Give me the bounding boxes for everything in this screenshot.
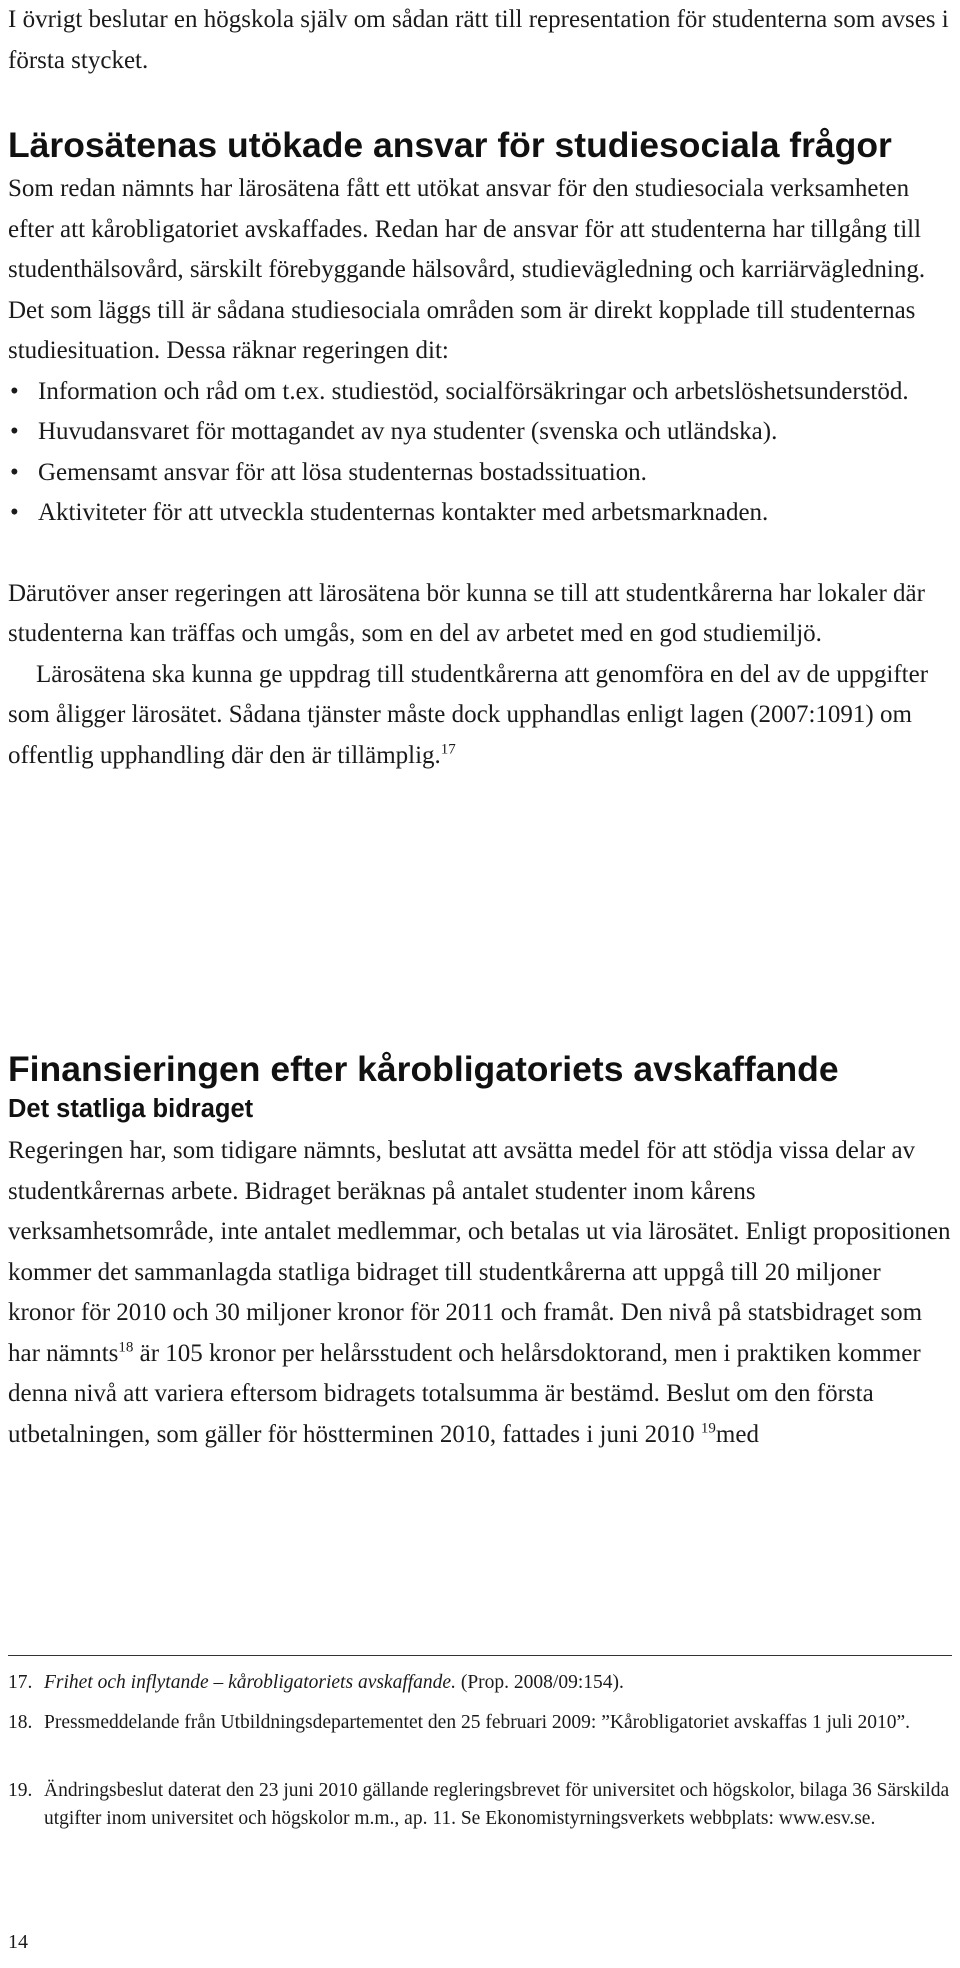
footnote-19 — [8, 1777, 952, 1833]
footnote-title: Frihet och inflytande – kårobligatoriets avskaffande. — [44, 1672, 456, 1693]
footnote-ref[interactable]: 18 — [118, 1339, 134, 1356]
bullet-icon: • — [10, 418, 19, 445]
section-financing — [8, 1047, 952, 1455]
bullet-item — [8, 372, 952, 413]
footnote-number: 18. — [8, 1712, 33, 1733]
bullet-text: Huvudansvaret för mottagandet av nya studenter (svenska och utländska). — [38, 418, 778, 445]
paragraph-text: med — [715, 1420, 759, 1448]
footnote-text — [44, 1669, 952, 1697]
footnote-text — [44, 1709, 952, 1737]
bullet-text: Gemensamt ansvar för att lösa studenternas bostadssituation. — [38, 458, 647, 486]
footnote-text — [44, 1777, 952, 1833]
footnote-number: 17. — [8, 1672, 33, 1693]
footnote-number: 19. — [8, 1780, 33, 1801]
body-paragraph — [8, 1131, 952, 1455]
bullet-text: Information och råd om t.ex. studiestöd, socialförsäkringar och arbetslöshetsunderstöd. — [38, 377, 909, 405]
section-heading: Lärosätenas utökade ansvar för studiesociala frågor — [8, 125, 892, 165]
bullet-item — [8, 412, 952, 453]
bullet-item — [8, 453, 952, 494]
section-heading: Finansieringen efter kårobligatoriets avskaffande — [8, 1049, 839, 1089]
page-number: 14 — [8, 1931, 28, 1953]
footnote-17 — [8, 1669, 952, 1697]
paragraph-text: Lärosätena ska kunna ge uppdrag till studentkårerna att genomföra en del av de uppgifter som åligger lärosätet. Sådana tjänster måste dock upphandlas enligt lagen (2007:1091) om offentlig upphandling där den är tillämplig. — [8, 660, 929, 769]
footnote-18 — [8, 1709, 952, 1737]
body-paragraph: Därutöver anser regeringen att lärosätena bör kunna se till att studentkårerna har lokaler där studenterna kan träffas och umgås, som en del av arbetet med en god studiemiljö. — [8, 579, 925, 647]
footnote-body: Pressmeddelande från Utbildningsdepartementet den 25 februari 2009: ”Kårobligatoriet avskaffas 1 juli 2010”. — [44, 1712, 911, 1733]
footnote-body: (Prop. 2008/09:154). — [455, 1672, 624, 1693]
footnote-ref[interactable]: 17 — [440, 741, 456, 758]
intro-paragraph: I övrigt beslutar en högskola själv om sådan rätt till representation för studenterna som avses i första stycket. — [8, 6, 949, 74]
paragraph-text: är 105 kronor per helårsstudent och helårsdoktorand, men i praktiken kommer denna nivå att variera eftersom bidragets totalsumma är bestämd. Beslut om den första utbetalningen, som gäller för höstterminen 2010, fattades i juni 2010 — [8, 1339, 921, 1448]
bullet-icon: • — [10, 458, 19, 486]
bullet-icon: • — [10, 377, 19, 405]
footnote-body: Ändringsbeslut daterat den 23 juni 2010 gällande regleringsbrevet för universitet och högskolor, bilaga 36 Särskilda utgifter inom universitet och högskolor m.m., ap. 11. Se Ekonomistyrningsverkets webbplats: www.esv.se. — [44, 1780, 950, 1829]
section-student-social — [8, 123, 952, 776]
body-paragraph — [8, 655, 952, 777]
body-paragraph: Som redan nämnts har lärosätena fått ett utökat ansvar för den studiesociala verksamheten efter att kårobligatoriet avskaffades. Redan har de ansvar för att studenterna har tillgång till studenthälsovård, särskilt förebyggande hälsovård, studievägledning och karriärvägledning. Det som läggs till är sådana studiesociala områden som är direkt kopplade till studenternas studiesituation. Dessa räknar regeringen dit: — [8, 175, 926, 364]
subsection-heading: Det statliga bidraget — [8, 1095, 254, 1123]
bullet-list — [8, 372, 952, 534]
intro-block — [8, 0, 952, 81]
bullet-text: Aktiviteter för att utveckla studenternas kontakter med arbetsmarknaden. — [38, 499, 769, 526]
bullet-item — [8, 493, 952, 534]
footnote-ref[interactable]: 19 — [700, 1420, 716, 1437]
paragraph-text: Regeringen har, som tidigare nämnts, beslutat att avsätta medel för att stödja vissa delar av studentkårernas arbete. Bidraget beräknas på antalet studenter inom kårens verksamhetsområde, inte antalet medlemmar, och betalas ut via lärosätet. Enligt propositionen kommer det sammanlagda statliga bidraget till studentkårerna att uppgå till 20 miljoner kronor för 2010 och 30 miljoner kronor för 2011 och framåt. Den nivå på statsbidraget som har nämnts — [8, 1137, 951, 1367]
bullet-icon: • — [10, 499, 19, 526]
footnote-divider — [8, 1655, 952, 1656]
